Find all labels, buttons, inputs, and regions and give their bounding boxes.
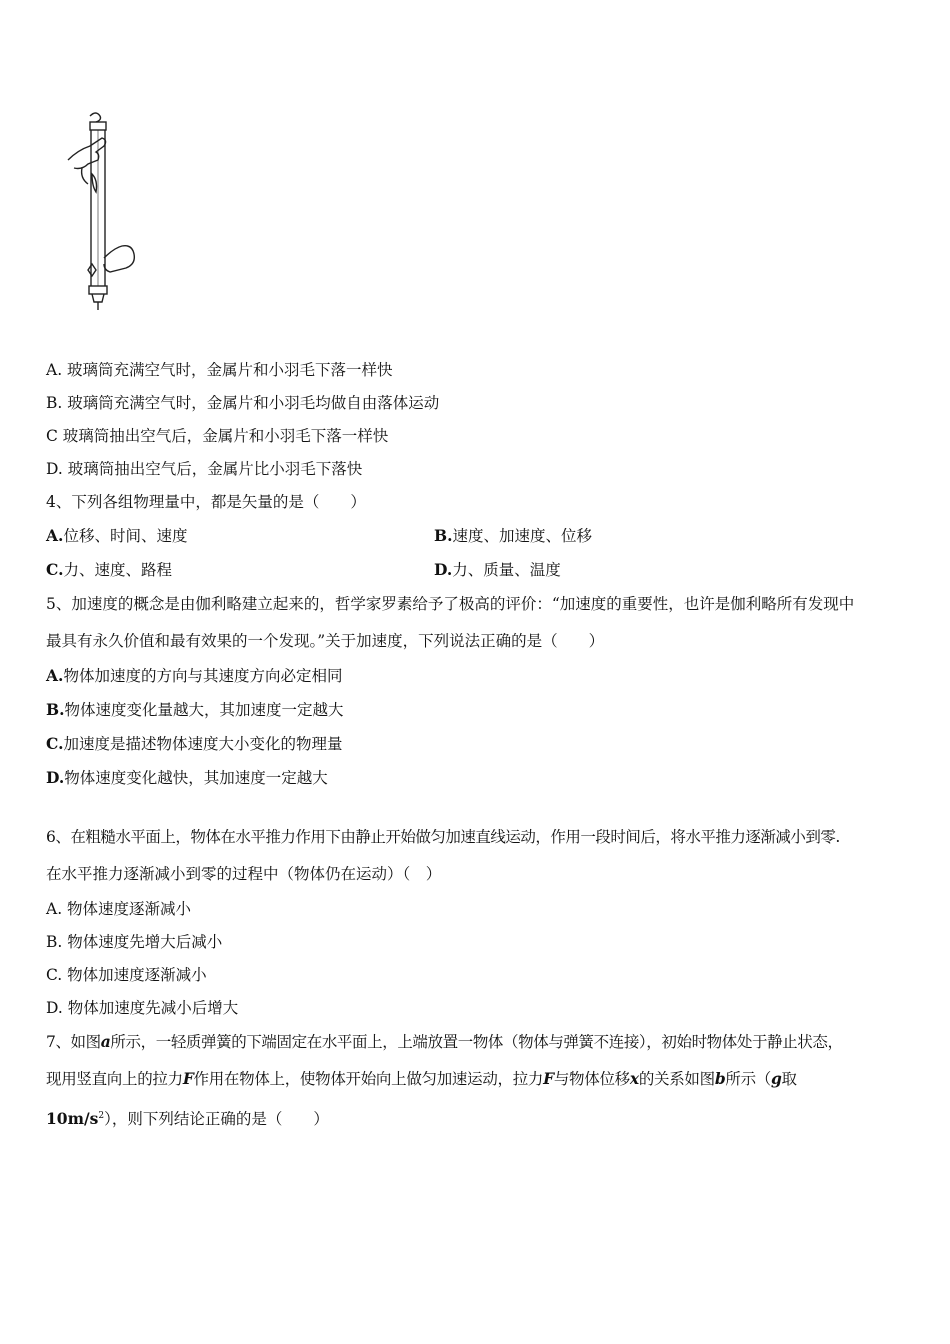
option-letter: B.: [46, 700, 65, 719]
unit: 10m/s: [46, 1109, 99, 1128]
q3-option-a: A. 玻璃筒充满空气时，金属片和小羽毛下落一样快: [46, 361, 393, 379]
text: 取: [781, 1070, 797, 1088]
q5-option-b: [46, 700, 344, 720]
exponent: 2: [98, 1111, 105, 1121]
text: 所示，一轻质弹簧的下端固定在水平面上，上端放置一物体（物体与弹簧不连接），初始时物体处于静止状态，: [110, 1033, 843, 1051]
text: ），则下列结论正确的是（ ）: [104, 1110, 329, 1128]
option-letter: A.: [46, 526, 64, 545]
q6-option-a: A. 物体速度逐渐减小: [46, 900, 192, 918]
text: 作用在物体上，使物体开始向上做匀加速运动，拉力: [193, 1070, 544, 1088]
q6-option-c: C. 物体加速度逐渐减小: [46, 966, 207, 984]
option-letter: D.: [46, 768, 65, 787]
q4-option-c: [46, 560, 172, 580]
option-letter: A.: [46, 666, 64, 685]
q4-option-a: [46, 526, 187, 546]
option-text: 物体速度变化越快，其加速度一定越大: [64, 769, 328, 787]
option-letter: C.: [46, 560, 64, 579]
option-text: 速度、加速度、位移: [452, 527, 593, 545]
q4-option-d: [434, 560, 561, 580]
q5-option-c: [46, 734, 342, 754]
q3-option-b: B. 玻璃筒充满空气时，金属片和小羽毛均做自由落体运动: [46, 394, 440, 412]
option-text: 物体速度变化量越大，其加速度一定越大: [64, 701, 344, 719]
q3-option-d: D. 玻璃筒抽出空气后，金属片比小羽毛下落快: [46, 460, 363, 478]
q7-stem-line1: [46, 1032, 843, 1052]
q6-stem-line1: 6、在粗糙水平面上，物体在水平推力作用下由静止开始做匀加速直线运动，作用一段时间后，将水平推力逐渐减小到零.: [46, 828, 840, 846]
text: 的关系如图: [638, 1070, 715, 1088]
q5-stem-line1: 5、加速度的概念是由伽利略建立起来的，哲学家罗素给予了极高的评价：“加速度的重要性，也许是伽利略所有发现中: [46, 595, 855, 613]
option-letter: C.: [46, 734, 64, 753]
option-letter: B.: [434, 526, 453, 545]
variable-x: x: [629, 1069, 639, 1088]
q4-stem: 4、下列各组物理量中，都是矢量的是（ ）: [46, 493, 366, 511]
option-text: 力、速度、路程: [63, 561, 172, 579]
q6-option-d: D. 物体加速度先减小后增大: [46, 999, 239, 1017]
variable-a: a: [100, 1032, 111, 1051]
option-text: 位移、时间、速度: [63, 527, 188, 545]
text: 7、如图: [46, 1033, 101, 1051]
variable-F: F: [543, 1069, 554, 1088]
text: 与物体位移: [553, 1070, 630, 1088]
q7-stem-line3: [46, 1106, 329, 1129]
option-letter: D.: [434, 560, 453, 579]
q6-option-b: B. 物体速度先增大后减小: [46, 933, 223, 951]
q6-stem-line2: 在水平推力逐渐减小到零的过程中（物体仍在运动）（ ）: [46, 865, 442, 883]
variable-b: b: [714, 1069, 726, 1088]
option-text: 加速度是描述物体速度大小变化的物理量: [63, 735, 343, 753]
q7-stem-line2: [46, 1069, 797, 1089]
option-text: 物体加速度的方向与其速度方向必定相同: [63, 667, 343, 685]
text: 现用竖直向上的拉力: [46, 1070, 183, 1088]
q4-option-b: [434, 526, 592, 546]
q5-stem-line2: 最具有永久价值和最有效果的一个发现。”关于加速度，下列说法正确的是（ ）: [46, 632, 605, 650]
variable-F: F: [182, 1069, 194, 1088]
q3-option-c: C 玻璃筒抽出空气后，金属片和小羽毛下落一样快: [46, 427, 389, 445]
text: 所示（: [725, 1070, 771, 1088]
option-text: 力、质量、温度: [452, 561, 561, 579]
glass-tube-figure: [62, 108, 142, 318]
variable-g: g: [771, 1069, 782, 1088]
q5-option-a: [46, 666, 342, 686]
q5-option-d: [46, 768, 328, 788]
